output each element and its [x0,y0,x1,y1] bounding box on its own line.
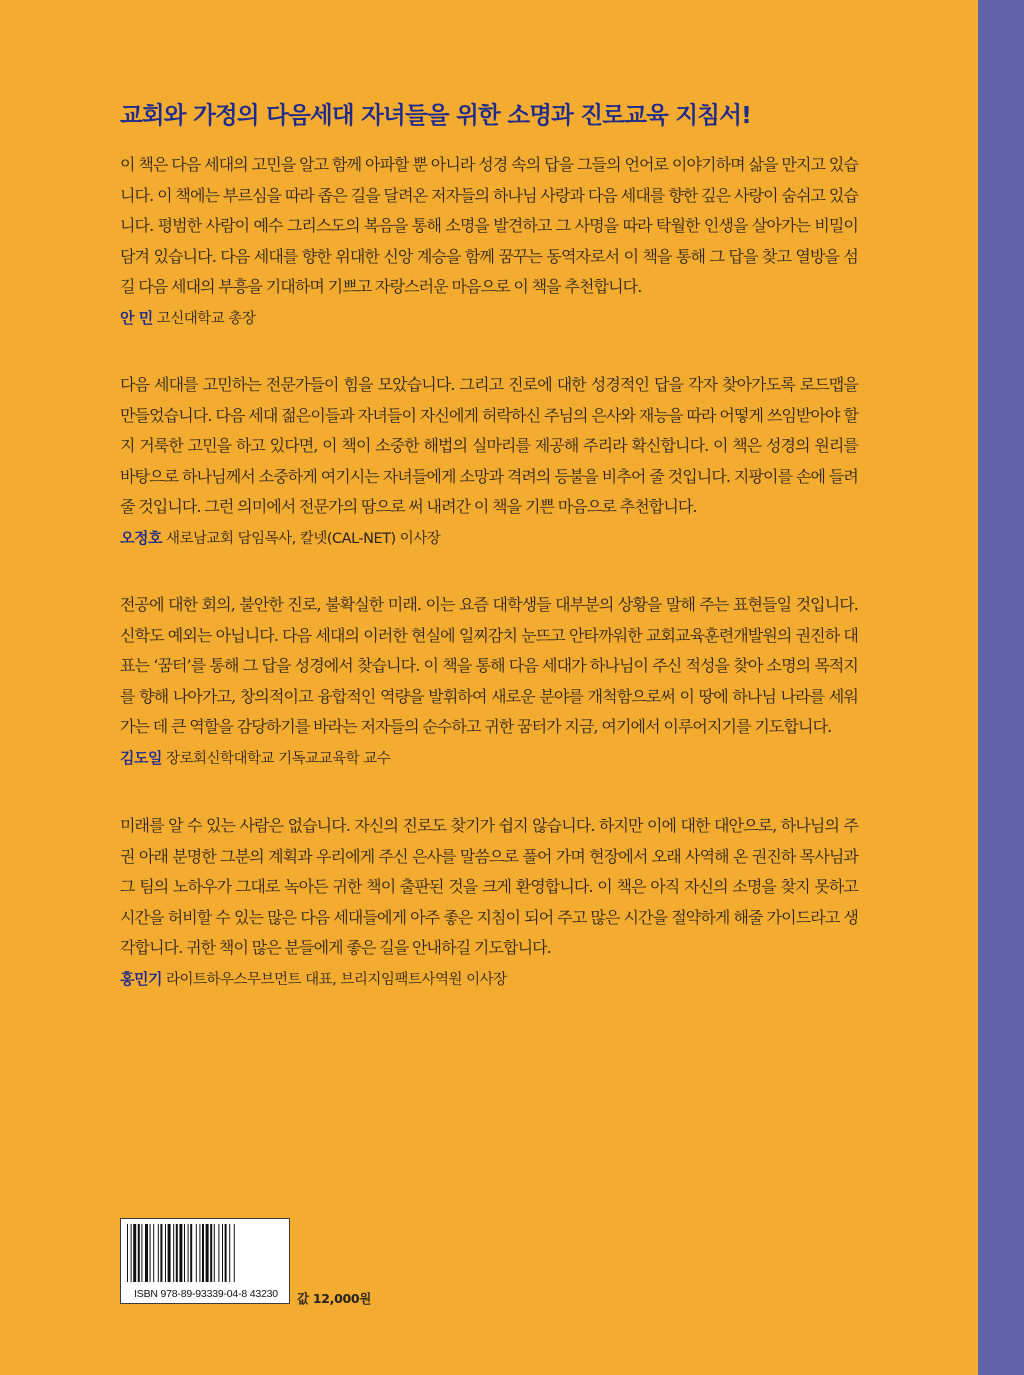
barcode-bar [179,1224,182,1282]
barcode-bar [153,1224,154,1282]
endorsement-text: 미래를 알 수 있는 사람은 없습니다. 자신의 진로도 찾기가 쉽지 않습니다. 하지만 이에 대한 대안으로, 하나님의 주권 아래 분명한 그분의 계획과 우리에게 주신 은사를 말씀으로 풀어 가며 현장에서 오래 사역해 온 권진하 목사님과 그 팀의 노하우가 그대로 녹아든 귀한 책이 출판된 것을 크게 환영합니다. 이 책은 아직 자신의 소명을 찾지 못하고 시간을 허비할 수 있는 많은 다음 세대들에게 아주 좋은 지침이 되어 주고 많은 시간을 절약하게 해줄 가이드라고 생각합니다. 귀한 책이 많은 분들에게 좋은 길을 안내하길 기도합니다. [120,816,858,957]
barcode-bar [145,1224,148,1282]
endorser [120,968,858,991]
barcode-bar [188,1224,189,1282]
barcode-bar [225,1224,227,1282]
endorsement-2 [120,370,858,550]
headline: 교회와 가정의 다음세대 자녀들을 위한 소명과 진로교육 지침서! [120,101,752,129]
barcode-bar [199,1224,200,1282]
barcode-bar [158,1224,159,1282]
endorsement-4 [120,811,858,991]
barcode-bar [218,1224,219,1282]
endorser [120,527,858,550]
barcode-bar [150,1224,151,1282]
book-spine [978,0,1024,1375]
endorser-name: 오정호 [120,528,162,547]
barcode-bar [210,1224,212,1282]
barcode-bar [138,1224,140,1282]
barcode-bar [206,1224,209,1282]
barcode-bar [214,1224,215,1282]
endorsement-3 [120,590,858,770]
endorsement-1 [120,150,858,330]
barcode-bar [176,1224,178,1282]
endorser-role: 장로회신학대학교 기독교교육학 교수 [165,750,391,767]
barcode-bar [196,1224,197,1282]
barcode-bar [160,1224,162,1282]
barcode-bar [131,1224,132,1282]
endorser-role: 고신대학교 총장 [156,310,256,327]
barcode-bar [222,1224,223,1282]
endorser-role: 라이트하우스무브먼트 대표, 브리지임팩트사역원 이사장 [165,971,507,988]
barcode-bar [234,1224,235,1282]
endorser [120,307,858,330]
isbn-barcode [120,1218,290,1304]
endorser-name: 김도일 [120,748,162,767]
barcode-bar [202,1224,204,1282]
endorser-name: 홍민기 [120,969,162,988]
endorsement-text: 이 책은 다음 세대의 고민을 알고 함께 아파할 뿐 아니라 성경 속의 답을 그들의 언어로 이야기하며 삶을 만지고 있습니다. 이 책에는 부르심을 따라 좁은 길을 달려온 저자들의 하나님 사랑과 다음 세대를 향한 깊은 사랑이 숨쉬고 있습니다. 평범한 사람이 예수 그리스도의 복음을 통해 소명을 발견하고 그 사명을 따라 탁월한 인생을 살아가는 비밀이 담겨 있습니다. 다음 세대를 향한 위대한 신앙 계승을 함께 꿈꾸는 동역자로서 이 책을 통해 그 답을 찾고 열방을 섬길 다음 세대의 부흥을 기대하며 기쁘고 자랑스러운 마음으로 이 책을 추천합니다. [120,155,858,296]
barcode-bar [168,1224,171,1282]
barcode-bar [141,1224,142,1282]
endorser-name: 안 민 [120,308,153,327]
barcode-bar [165,1224,166,1282]
endorser-role: 새로남교회 담임목사, 칼넷(CAL-NET) 이사장 [165,530,441,547]
isbn-number: ISBN 978-89-93339-04-8 43230 [134,1288,278,1300]
endorser [120,747,858,770]
barcode-bar [229,1224,230,1282]
barcode-bar [184,1224,185,1282]
endorsement-text: 전공에 대한 회의, 불안한 진로, 불확실한 미래. 이는 요즘 대학생들 대부분의 상황을 말해 주는 표현들일 것입니다. 신학도 예외는 아닙니다. 다음 세대의 이러한 현실에 일찌감치 눈뜨고 안타까워한 교회교육훈련개발원의 권진하 대표는 ‘꿈터’를 통해 그 답을 성경에서 찾습니다. 이 책을 통해 다음 세대가 하나님이 주신 적성을 찾아 소명의 목적지를 향해 나아가고, 창의적이고 융합적인 역량을 발휘하여 새로운 분야를 개척함으로써 이 땅에 하나님 나라를 세워 가는 데 큰 역할을 감당하기를 바라는 저자들의 순수하고 귀한 꿈터가 지금, 여기에서 이루어지기를 기도합니다. [120,595,858,736]
barcode-bar [190,1224,192,1282]
endorsement-text: 다음 세대를 고민하는 전문가들이 힘을 모았습니다. 그리고 진로에 대한 성경적인 답을 각자 찾아가도록 로드맵을 만들었습니다. 다음 세대 젊은이들과 자녀들이 자신에게 허락하신 주님의 은사와 재능을 따라 어떻게 쓰임받아야 할지 거룩한 고민을 하고 있다면, 이 책이 소중한 해법의 실마리를 제공해 주리라 확신합니다. 이 책은 성경의 원리를 바탕으로 하나님께서 소중하게 여기시는 자녀들에게 소망과 격려의 등불을 비추어 줄 것입니다. 지팡이를 손에 들려 줄 것입니다. 그런 의미에서 전문가의 땀으로 써 내려간 이 책을 기쁜 마음으로 추천합니다. [120,375,858,516]
price: 값 12,000원 [297,1291,372,1306]
barcode-bar [173,1224,174,1282]
barcode-bar [127,1224,128,1282]
barcode-bar [133,1224,136,1282]
barcode-bars [127,1224,285,1282]
